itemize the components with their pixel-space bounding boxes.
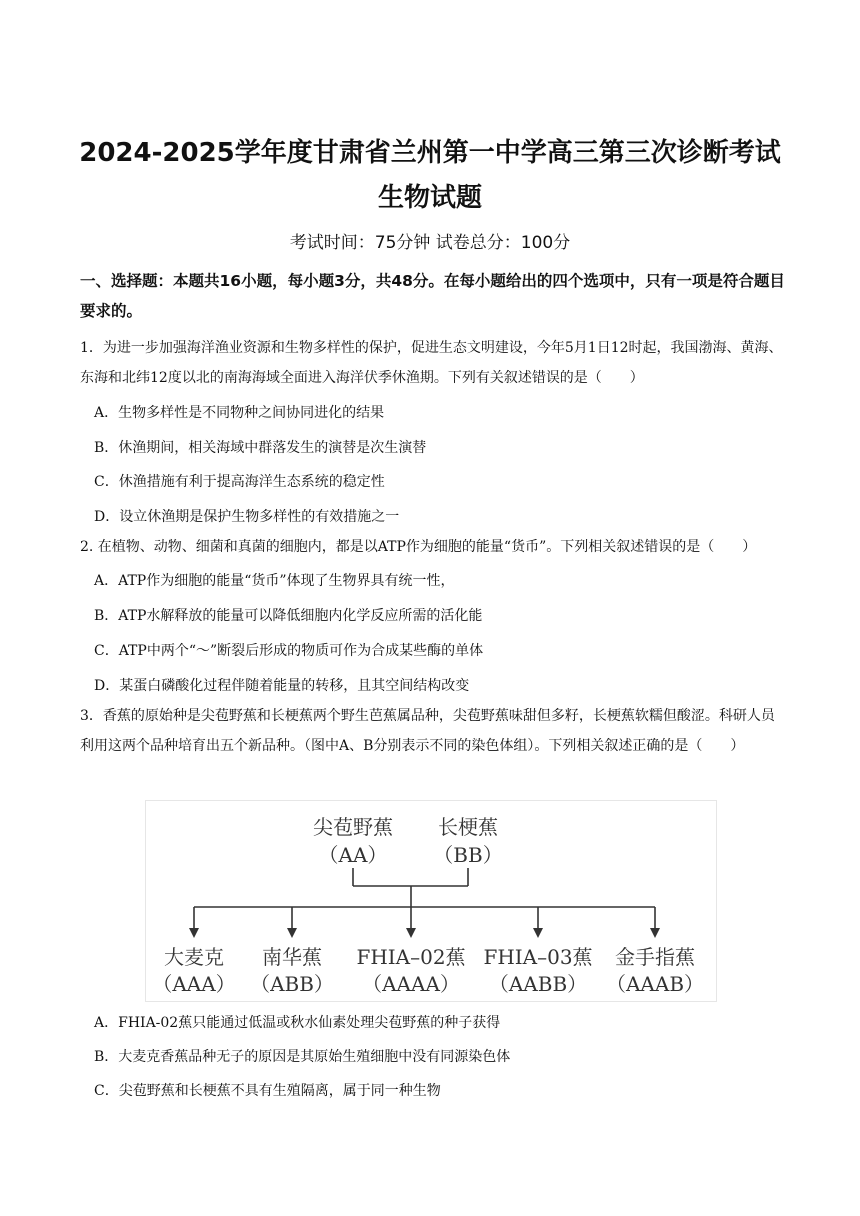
offspring-5-genome: （AAAB） xyxy=(605,972,705,996)
question-3-option-b: B．大麦克香蕉品种无子的原因是其原始生殖细胞中没有同源染色体 xyxy=(94,1049,511,1065)
question-1-option-a: A．生物多样性是不同物种之间协同进化的结果 xyxy=(94,405,385,421)
question-2-option-c: C．ATP中两个“～”断裂后形成的物质可作为合成某些酶的单体 xyxy=(94,643,484,659)
offspring-5-name: 金手指蕉 xyxy=(615,945,695,969)
exam-title-line1: 2024-2025学年度甘肃省兰州第一中学高三第三次诊断考试 xyxy=(79,138,781,168)
offspring-3-genome: （AAAA） xyxy=(362,972,460,996)
offspring-4-name: FHIA–03蕉 xyxy=(483,945,593,969)
question-3-option-a: A．FHIA-02蕉只能通过低温或秋水仙素处理尖苞野蕉的种子获得 xyxy=(94,1015,501,1031)
question-1-stem: 1．为进一步加强海洋渔业资源和生物多样性的保护，促进生态文明建设，今年5月1日12时起，我国渤海、黄海、东海和北纬12度以北的南海海域全面进入海洋伏季休渔期。下列有关叙述错误的是（ ） xyxy=(80,340,783,386)
offspring-3-name: FHIA–02蕉 xyxy=(356,945,466,969)
section-heading: 一、选择题：本题共16小题，每小题3分，共48分。在每小题给出的四个选项中，只有一项是符合题目要求的。 xyxy=(80,272,785,320)
banana-breeding-diagram xyxy=(145,800,717,1002)
exam-title-line2: 生物试题 xyxy=(377,183,482,213)
question-2-option-b: B．ATP水解释放的能量可以降低细胞内化学反应所需的活化能 xyxy=(94,608,483,624)
question-2-stem: 2. 在植物、动物、细菌和真菌的细胞内，都是以ATP作为细胞的能量“货币”。下列相关叙述错误的是（ ） xyxy=(80,539,757,555)
offspring-1-name: 大麦克 xyxy=(164,945,224,969)
offspring-2-genome: （ABB） xyxy=(250,972,334,996)
parent-1-name: 尖苞野蕉 xyxy=(313,815,393,839)
question-1-option-b: B．休渔期间，相关海域中群落发生的演替是次生演替 xyxy=(94,440,427,456)
parent-2-genome: （BB） xyxy=(433,843,503,867)
parent-1-genome: （AA） xyxy=(318,843,388,867)
parent-2-name: 长梗蕉 xyxy=(438,815,498,839)
question-1-option-d: D．设立休渔期是保护生物多样性的有效措施之一 xyxy=(94,509,400,525)
question-1-option-c: C．休渔措施有利于提高海洋生态系统的稳定性 xyxy=(94,474,385,490)
question-3-stem: 3．香蕉的原始种是尖苞野蕉和长梗蕉两个野生芭蕉属品种，尖苞野蕉味甜但多籽，长梗蕉软糯但酸涩。科研人员利用这两个品种培育出五个新品种。（图中A、B分别表示不同的染色体组）。下列相关叙述正确的是（ ） xyxy=(80,708,775,754)
exam-info: 考试时间：75分钟 试卷总分：100分 xyxy=(289,233,571,253)
question-2-option-a: A．ATP作为细胞的能量“货币”体现了生物界具有统一性， xyxy=(94,573,455,589)
offspring-1-genome: （AAA） xyxy=(152,972,236,996)
offspring-4-genome: （AABB） xyxy=(488,972,588,996)
offspring-2-name: 南华蕉 xyxy=(262,945,322,969)
question-2-option-d: D．某蛋白磷酸化过程伴随着能量的转移，且其空间结构改变 xyxy=(94,678,470,694)
question-3-option-c: C．尖苞野蕉和长梗蕉不具有生殖隔离，属于同一种生物 xyxy=(94,1083,441,1099)
